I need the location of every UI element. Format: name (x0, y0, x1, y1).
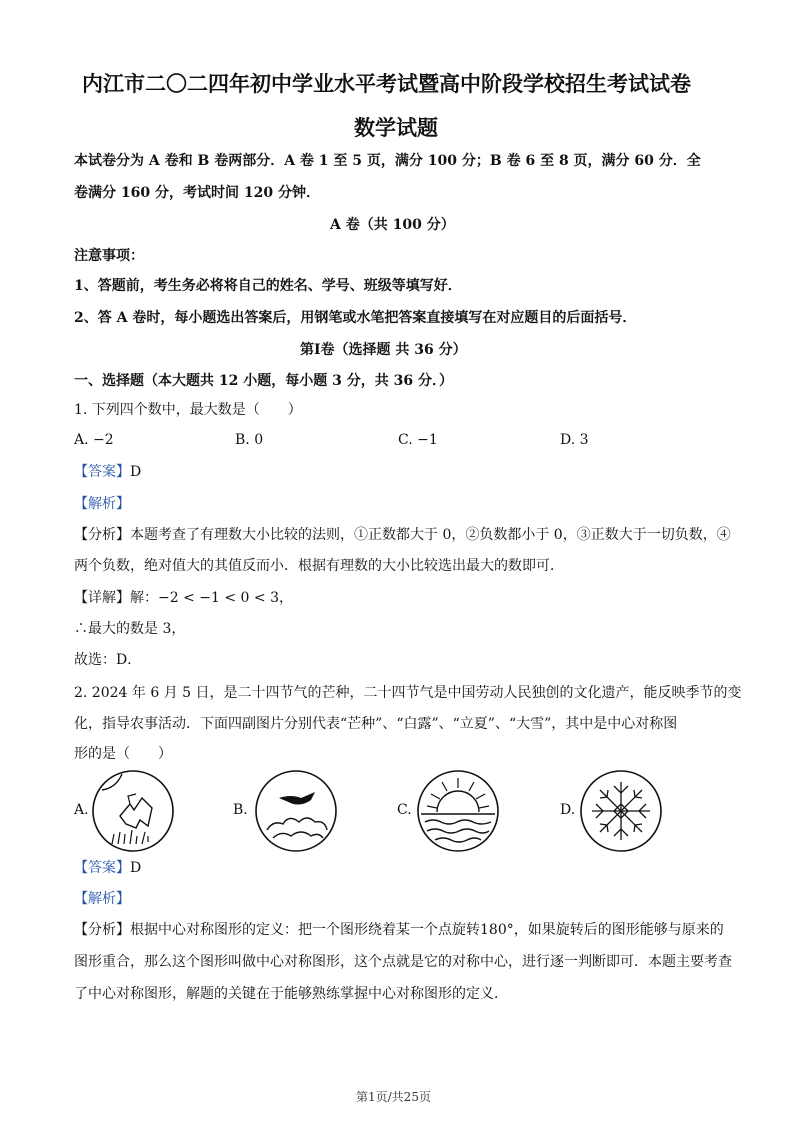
q2-fenxi-line-1 (74, 914, 724, 946)
figure-b-bailu (253, 768, 339, 854)
q2-fenxi-line-2: 图形重合，那么这个图形叫做中心对称图形，这个点就是它的对称中心，进行逐一判断即可．本题主要考查 (74, 954, 732, 970)
detail-tag: 【详解】 (74, 590, 130, 606)
q1-therefore: ∴最大的数是 3， (74, 621, 186, 637)
page-subtitle: 数学试题 (354, 115, 438, 140)
intro-line-1: 本试卷分为 A 卷和 B 卷两部分．A 卷 1 至 5 页，满分 100 分；B 卷 6 至 8 页，满分 60 分．全 (74, 153, 701, 169)
q2-option-d-label: D. (560, 802, 576, 818)
q1-option-c: C. −1 (398, 432, 438, 448)
q1-stem: 1. 下列四个数中，最大数是（ ） (74, 402, 302, 418)
fenxi-text: 根据中心对称图形的定义：把一个图形绕着某一个点旋转180°，如果旋转后的图形能够与原来的 (130, 922, 724, 938)
q2-option-b-label: B. (233, 802, 248, 818)
figure-a-mangzhong (90, 768, 176, 854)
q2-fenxi-line-3: 了中心对称图形，解题的关键在于能够熟练掌握中心对称图形的定义． (74, 986, 508, 1002)
detail-text: 解：−2 < −1 < 0 < 3， (130, 590, 293, 606)
q1-detail (74, 582, 293, 614)
q1-choose: 故选：D． (74, 652, 142, 668)
answer-tag: 【答案】 (74, 464, 130, 480)
page-footer: 第1页/共25页 (356, 1090, 431, 1104)
q1-answer (74, 456, 141, 488)
q1-analysis-tag: 【解析】 (74, 496, 130, 512)
part-1-heading: 一、选择题（本大题共 12 小题，每小题 3 分，共 36 分．） (74, 373, 453, 389)
notes-item-1: 1、答题前，考生务必将将自己的姓名、学号、班级等填写好． (74, 278, 462, 294)
notes-item-2: 2、答 A 卷时，每小题选出答案后，用钢笔或水笔把答案直接填写在对应题目的后面括号． (74, 310, 637, 326)
q2-answer (74, 852, 141, 884)
answer-value: D (130, 860, 142, 876)
q2-option-c-label: C. (397, 802, 412, 818)
q1-fenxi-line-2: 两个负数，绝对值大的其值反而小．根据有理数的大小比较选出最大的数即可． (74, 558, 564, 574)
answer-tag: 【答案】 (74, 860, 130, 876)
notes-heading: 注意事项： (74, 248, 144, 264)
page-title: 内江市二〇二四年初中学业水平考试暨高中阶段学校招生考试试卷 (82, 71, 691, 96)
figure-d-daxue (578, 768, 664, 854)
figure-c-lixia (415, 768, 501, 854)
fenxi-tag: 【分析】 (74, 922, 130, 938)
q2-option-a-label: A. (74, 802, 89, 818)
answer-value: D (130, 464, 142, 480)
q1-option-a: A. −2 (74, 432, 114, 448)
fenxi-tag: 【分析】 (74, 527, 130, 543)
q1-option-d: D. 3 (560, 432, 589, 448)
fenxi-text: 本题考查了有理数大小比较的法则，①正数都大于 0，②负数都小于 0，③正数大于一切负数，④ (130, 527, 731, 543)
volume-1-heading: 第Ⅰ卷（选择题 共 36 分） (300, 342, 467, 358)
section-a-heading: A 卷（共 100 分） (330, 217, 455, 233)
q1-fenxi-line-1 (74, 519, 731, 551)
q2-stem-line-3: 形的是（ ） (74, 746, 172, 762)
q2-analysis-tag: 【解析】 (74, 891, 130, 907)
q1-option-b: B. 0 (235, 432, 264, 448)
q2-stem-line-1: 2. 2024 年 6 月 5 日，是二十四节气的芒种，二十四节气是中国劳动人民独创的文化遗产，能反映季节的变 (74, 685, 742, 701)
q2-stem-line-2: 化，指导农事活动．下面四副图片分别代表“芒种”、“白露”、“立夏”、“大雪”，其中是中心对称图 (74, 716, 678, 732)
intro-line-2: 卷满分 160 分，考试时间 120 分钟． (74, 185, 320, 201)
